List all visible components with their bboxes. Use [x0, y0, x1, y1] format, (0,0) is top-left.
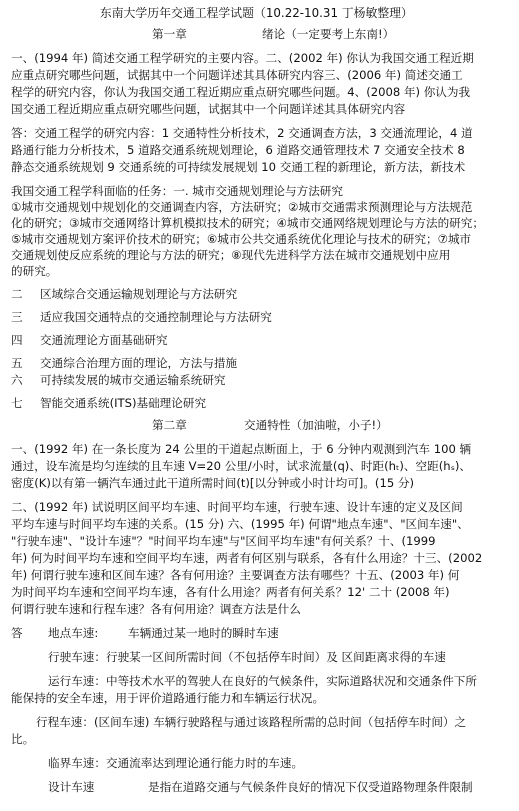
chapter-2-q2-line: 年) 何谓行驶车速和区间车速？各有何用途？主要调查方法有哪些？十五、(2003 年) 何 — [11, 568, 460, 582]
chapter-2-q1-line: 密度(K)以有第一辆汽车通过此干道所需时间(t)[以分钟或小时计均可]。(15 分) — [11, 476, 414, 490]
chapter-2-q2-line: 为时间平均车速和空间平均车速，各有什么用途？两者有何关系？12' 二十 (2008 年) — [11, 585, 450, 599]
trip-speed-line: 行程车速：(区间车速) 车辆行驶路程与通过该路程所需的总时间（包括停车时间）之 — [36, 715, 467, 729]
list-item-number: 六 — [11, 373, 23, 387]
chapter-1-task-line: 化的研究；③城市交通网络计算机模拟技术的研究；④城市交通网络规划理论与方法的研究； — [11, 216, 484, 230]
chapter-2-q2-line: 年) 何为时间平均车速和空间平均车速，两者有何区别与联系，各有什么用途？十三、(2002 — [11, 551, 483, 565]
chapter-2-q2-line: "行驶车速"、"设计车速"？"时间平均车速"与"区间平均车速"有何关系？十、(1999 — [11, 534, 436, 548]
list-item-text: 区域综合交通运输规划理论与方法研究 — [40, 287, 238, 301]
chapter-1-task-line: 交通规划使反应系统的理论与方法的研究；⑧现代先进科学方法在城市交通规划中应用 — [11, 248, 451, 262]
chapter-1-question-line: 国交通工程近期应重点研究哪些问题，试据其中一个问题详述其具体研究内容 — [11, 102, 406, 116]
chapter-2-q2-line: 平均车速与时间平均车速的关系。(15 分) 六、(1995 年) 何谓"地点车速"、"区间车速"、 — [11, 517, 469, 531]
chapter-1-question-line: 程学的研究内容，你认为我国交通工程近期应重点研究哪些问题。4、(2008 年) 你认为我 — [11, 85, 471, 99]
chapter-2-subtitle: 交通特性（加油啦，小子!） — [244, 418, 388, 432]
list-item-number: 五 — [11, 356, 23, 370]
list-item-text: 适应我国交通特点的交通控制理论与方法研究 — [40, 310, 272, 324]
list-item-text: 可持续发展的城市交通运输系统研究 — [40, 373, 226, 387]
chapter-1-task-line: 我国交通工程学科面临的任务：一. 城市交通规划理论与方法研究 — [11, 184, 343, 198]
spot-speed-term: 地点车速: — [48, 626, 99, 640]
list-item-number: 三 — [11, 310, 23, 324]
chapter-1-task-line: ⑤城市交通规划方案评价技术的研究；⑥城市公共交通系统优化理论与技术的研究；⑦城市 — [11, 232, 472, 246]
running-speed-line: 运行车速：中等技术水平的驾驶人在良好的气候条件，实际道路状况和交通条件下所 — [48, 674, 477, 688]
travel-speed-definition: 行驶车速：行驶某一区间所需时间（不包括停车时间）及 区间距离求得的车速 — [48, 650, 446, 664]
document-title: 东南大学历年交通工程学试题（10.22-10.31 丁杨敏整理） — [99, 6, 413, 20]
list-item-text: 交通流理论方面基础研究 — [40, 333, 168, 347]
list-item-text: 交通综合治理方面的理论，方法与措施 — [40, 356, 238, 370]
chapter-2-q2-line: 何谓行驶车速和行程车速？各有何用途？调查方法是什么 — [11, 602, 301, 616]
design-speed-definition: 是指在道路交通与气候条件良好的情况下仅受道路物理条件限制 — [148, 780, 473, 794]
critical-speed-definition: 临界车速：交通流率达到理论通行能力时的车速。 — [48, 756, 304, 770]
chapter-2-q2-line: 二、(1992 年) 试说明区间平均车速、时间平均车速，行驶车速、设计车速的定义及区间 — [11, 500, 463, 514]
chapter-1-task-line: ①城市交通规划中规划化的交通调查内容，方法研究；②城市交通需求预测理论与方法规范 — [11, 200, 473, 214]
list-item-text: 智能交通系统(ITS)基础理论研究 — [40, 396, 207, 410]
design-speed-term: 设计车速 — [48, 780, 95, 794]
chapter-1-answer-line: 路通行能力分析技术，5 道路交通系统规划理论，6 道路交通管理技术 7 交通安全技术 8 — [11, 143, 465, 157]
chapter-2-q1-line: 通过，设车流是均匀连续的且车速 V=20 公里/小时，试求流量(q)、时距(hₜ)、空距(hₛ)、 — [11, 459, 472, 473]
chapter-2-q1-line: 一、(1992 年) 在一条长度为 24 公里的干道起点断面上，于 6 分钟内观测到汽车 100 辆 — [11, 442, 472, 456]
chapter-1-subtitle: 绪论（一定要考上东南!） — [262, 27, 395, 41]
running-speed-line: 能保持的安全车速，用于评价道路通行能力和车辆运行状况。 — [11, 691, 325, 705]
chapter-1-question-line: 应重点研究哪些问题，试据其中一个问题详述其具体研究内容三、(2006 年) 简述交通工 — [11, 68, 463, 82]
trip-speed-line: 比。 — [11, 732, 35, 746]
chapter-1-heading: 第一章 — [152, 27, 187, 41]
spot-speed-definition: 车辆通过某一地时的瞬时车速 — [128, 626, 279, 640]
chapter-1-answer-line: 答：交通工程学的研究内容：1 交通特性分析技术，2 交通调查方法，3 交通流理论，4 道 — [11, 126, 473, 140]
list-item-number: 七 — [11, 396, 23, 410]
chapter-2-heading: 第二章 — [152, 418, 187, 432]
answer-label: 答 — [11, 626, 23, 640]
list-item-number: 二 — [11, 287, 23, 301]
chapter-1-answer-line: 静态交通系统规划 9 交通系统的可持续发展规划 10 交通工程的新理论，新方法，新技术 — [11, 160, 466, 174]
chapter-1-task-line: 的研究。 — [11, 264, 58, 278]
chapter-1-question-line: 一、(1994 年) 简述交通工程学研究的主要内容。二、(2002 年) 你认为我国交通工程近期 — [11, 51, 474, 65]
list-item-number: 四 — [11, 333, 23, 347]
